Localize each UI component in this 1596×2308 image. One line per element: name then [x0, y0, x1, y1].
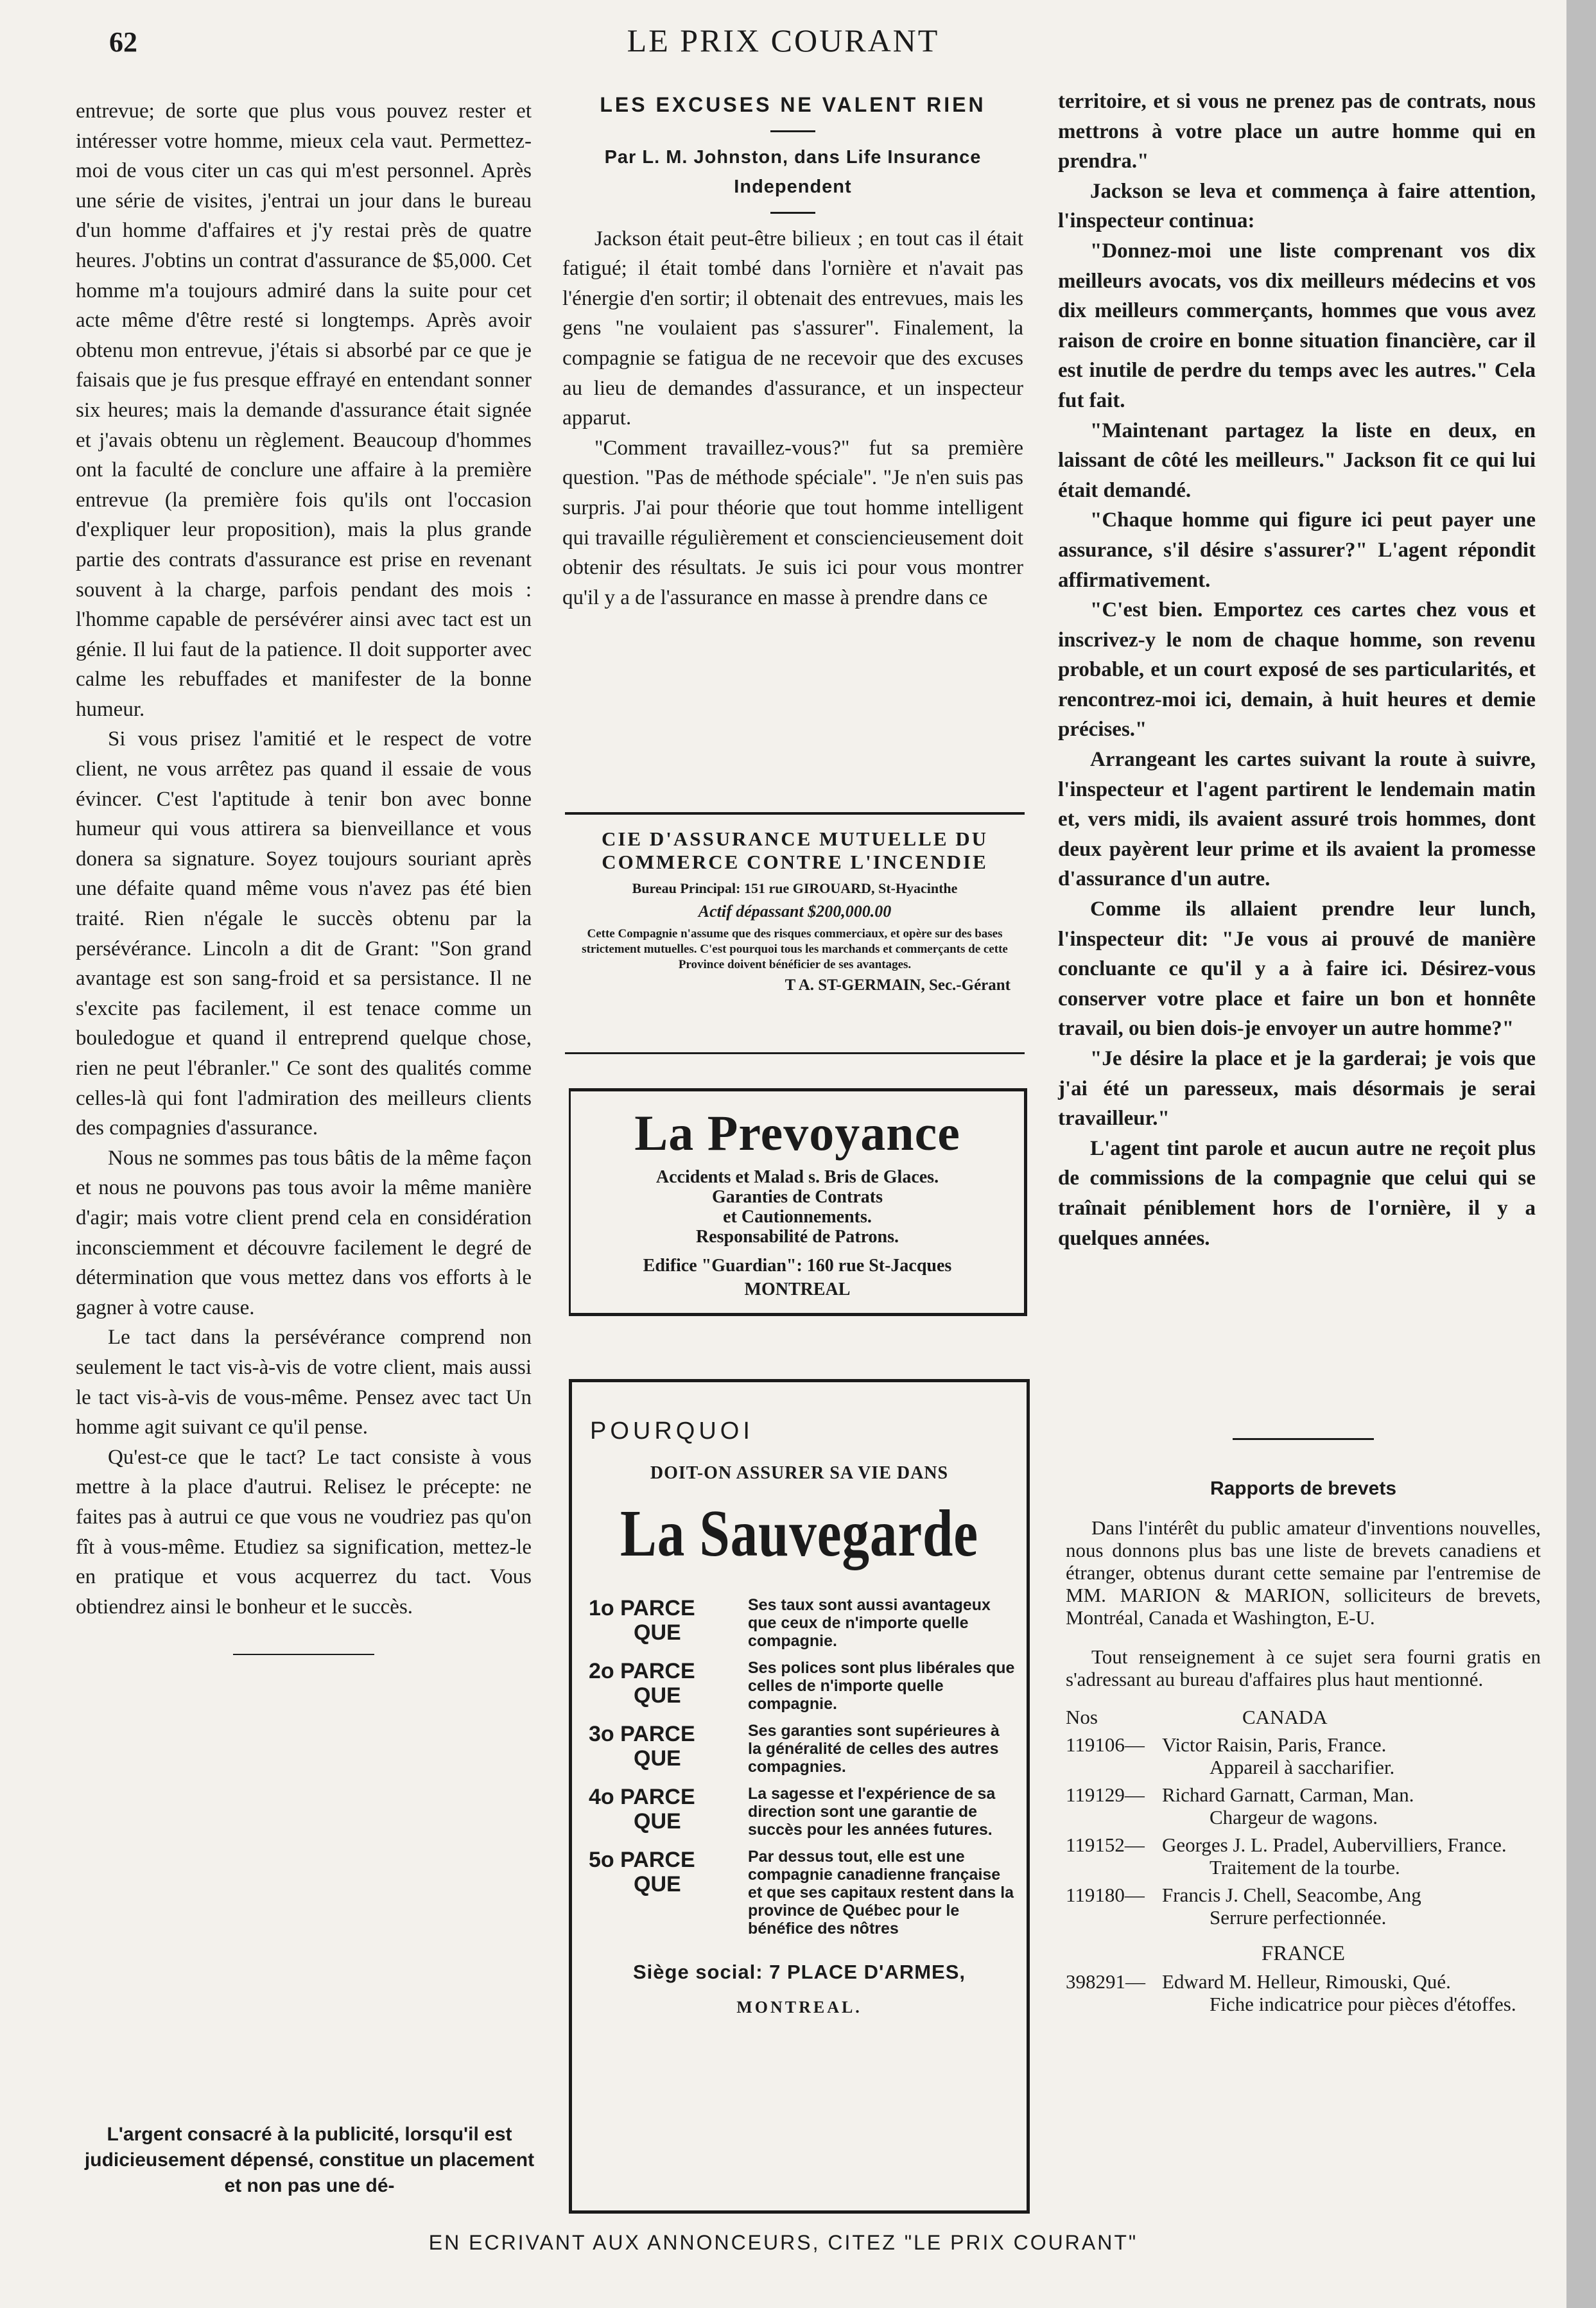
patent-entry: [1066, 1884, 1541, 1929]
paragraph: Qu'est-ce que le tact? Le tact consiste à vous mettre à la place d'autrui. Relisez le précepte: ne faites pas à autrui ce que vous ne voudriez pas qu'on fît à vous-même. Etudiez sa signification, mettez-le en pratique et vous acquerrez du tact. Vous obtiendrez ainsi le bonheur et le succès.: [76, 1445, 532, 1618]
reason-item: [589, 1722, 1027, 1776]
paragraph: L'agent tint parole et aucun autre ne reçoit plus de commissions de la compagnie que celui qui se traînait péniblement hors de l'ornière, il y a quelques années.: [1058, 1136, 1536, 1250]
reason-text: Par dessus tout, elle est une compagnie canadienne française et que ses capitaux restent dans la province de Québec pour le bénéfice des nôtres: [748, 1848, 1014, 1938]
patents-title: Rapports de brevets: [1210, 1478, 1397, 1499]
patent-number: 119129—: [1066, 1783, 1145, 1806]
reason-text: Ses garanties sont supérieures à la généralité de celles des autres compagnies.: [748, 1722, 1000, 1776]
ad-sauvegarde-siege: Siège social: 7 PLACE D'ARMES,: [633, 1961, 966, 1983]
patents-france-label: FRANCE: [1261, 1942, 1346, 1965]
reason-item: [589, 1596, 1027, 1650]
reason-item: [589, 1659, 1027, 1713]
article-title: LES EXCUSES NE VALENT RIEN: [600, 93, 986, 116]
ad-sauvegarde-pourquoi: POURQUOI: [590, 1418, 754, 1445]
patents-nos-label: Nos: [1066, 1706, 1098, 1728]
patent-entry: [1066, 1783, 1541, 1828]
divider: [233, 1654, 374, 1655]
ad-prevoyance-line4: Responsabilité de Patrons.: [695, 1227, 899, 1247]
paragraph: "Je désire la place et je la garderai; je vois que j'ai été un paresseux, mais désormais je serai travailleur.": [1058, 1047, 1536, 1131]
patent-description: Fiche indicatrice pour pièces d'étoffes.: [1210, 1993, 1516, 2015]
reason-que: QUE: [634, 1620, 681, 1645]
reason-text: Ses polices sont plus libérales que celles de n'importe quelle compagnie.: [748, 1659, 1015, 1713]
reason-number: 4o PARCE: [589, 1785, 695, 1809]
ad-mutuelle-text: Cette Compagnie n'assume que des risques commerciaux, et opère sur des bases strictement mutuelles. C'est pourquoi tous les marchands et commerçants de cette Province doivent bénéficier de ses avantages.: [582, 927, 1008, 971]
divider: [770, 212, 815, 214]
reason-text: Ses taux sont aussi avantageux que ceux de n'importe quelle compagnie.: [748, 1596, 991, 1650]
ad-sauvegarde-question: DOIT-ON ASSURER SA VIE DANS: [650, 1463, 949, 1483]
page-footer: EN ECRIVANT AUX ANNONCEURS, CITEZ "LE PRIX COURANT": [428, 2231, 1138, 2254]
ad-mutuelle-line1: CIE D'ASSURANCE MUTUELLE DU: [601, 828, 989, 850]
reason-item: [589, 1785, 1027, 1839]
patent-entry: [1066, 1733, 1541, 1778]
patent-holder: Richard Garnatt, Carman, Man.: [1162, 1783, 1414, 1806]
ad-prevoyance: [569, 1088, 1027, 1316]
ad-sauvegarde-city: MONTREAL.: [736, 1998, 862, 2017]
ad-prevoyance-line2: Garanties de Contrats: [712, 1187, 883, 1207]
reason-que: QUE: [634, 1809, 681, 1834]
patent-entry: [1066, 1970, 1541, 2015]
reason-number: 3o PARCE: [589, 1722, 695, 1746]
ad-prevoyance-city: MONTREAL: [744, 1280, 851, 1299]
scan-edge: [1566, 0, 1596, 2308]
reason-number: 5o PARCE: [589, 1848, 695, 1872]
paragraph: "Chaque homme qui figure ici peut payer une assurance, s'il désire s'assurer?" L'agent répondit affirmativement.: [1058, 508, 1536, 592]
divider: [1233, 1438, 1374, 1440]
paragraph: Le tact dans la persévérance comprend non seulement le tact vis-à-vis de votre client, mais aussi le tact vis-à-vis de vous-même. Pensez avec tact Un homme agit suivant ce qu'il pense.: [76, 1326, 532, 1439]
patents-canada-label: CANADA: [1242, 1706, 1328, 1728]
reason-number: 1o PARCE: [589, 1596, 695, 1620]
patents-intro: Dans l'intérêt du public amateur d'inventions nouvelles, nous donnons plus bas une liste de brevets canadiens et étranger, obtenus durant cette semaine par l'entremise de MM. MARION & MARION, solliciteurs de brevets, Montréal, Canada et Washington, E-U.: [1066, 1516, 1541, 1629]
patent-number: 119106—: [1066, 1733, 1145, 1756]
reason-que: QUE: [634, 1872, 681, 1896]
ad-mutuelle-line2: COMMERCE CONTRE L'INCENDIE: [602, 851, 988, 873]
patent-description: Traitement de la tourbe.: [1210, 1856, 1400, 1879]
reason-text: La sagesse et l'expérience de sa direction sont une garantie de succès pour les années futures.: [748, 1785, 996, 1839]
patent-holder: Edward M. Helleur, Rimouski, Qué.: [1162, 1970, 1451, 1993]
patent-holder: Francis J. Chell, Seacombe, Ang: [1162, 1884, 1421, 1906]
paragraph: Si vous prisez l'amitié et le respect de votre client, ne vous arrêtez pas quand il essaie de vous évincer. C'est l'aptitude à tenir bon avec bonne humeur qui vous attirera sa bienveillance et vous donera sa signature. Soyez toujours souriant après une défaite quand même vous n'avez pas été bien traité. Rien n'égale le succès obtenu par la persévérance. Lincoln a dit de Grant: "Son grand avantage est son sang-froid et sa persistance. Il ne s'excite pas facilement, il est tenace comme un bouledogue et quand il entreprend quelque chose, rien ne peut l'ébranler." Ce sont des qualités comme celles-là qui font l'admiration des meilleurs clients des compagnies d'assurance.: [76, 727, 532, 1140]
ad-sauvegarde: [569, 1379, 1030, 2214]
journal-title: LE PRIX COURANT: [627, 22, 940, 58]
column-right: [1058, 87, 1536, 1253]
patent-description: Chargeur de wagons.: [1210, 1806, 1378, 1828]
patent-number: 398291—: [1066, 1970, 1145, 1993]
patent-number: 119152—: [1066, 1834, 1145, 1856]
ad-sauvegarde-name: La Sauvegarde: [620, 1497, 978, 1570]
patent-holder: Victor Raisin, Paris, France.: [1162, 1733, 1387, 1756]
ad-mutuelle: [565, 812, 1025, 1054]
ad-mutuelle-office: Bureau Principal: 151 rue GIROUARD, St-Hyacinthe: [632, 880, 958, 896]
paragraph: Comme ils allaient prendre leur lunch, l'inspecteur dit: "Je vous ai prouvé de manière concluante ce qu'il y a à faire ici. Désirez-vous conserver votre place et faire un bon et honnête travail, ou bien dois-je envoyer un autre homme?": [1058, 898, 1536, 1041]
paragraph: Arrangeant les cartes suivant la route à suivre, l'inspecteur et l'agent partirent le lendemain matin et, vers midi, ils avaient assuré trois hommes, dont deux payèrent leur prime et ils avaient la promesse d'assurance d'un autre.: [1058, 748, 1536, 891]
ad-mutuelle-assets: Actif dépassant $200,000.00: [698, 902, 892, 921]
ad-prevoyance-name: La Prevoyance: [634, 1105, 960, 1161]
patent-description: Serrure perfectionnée.: [1210, 1906, 1387, 1929]
page-number: 62: [109, 26, 137, 58]
column-left: [76, 96, 532, 1655]
patent-description: Appareil à saccharifier.: [1210, 1756, 1395, 1778]
ad-prevoyance-address: Edifice "Guardian": 160 rue St-Jacques: [643, 1256, 952, 1276]
ad-prevoyance-line1: Accidents et Malad s. Bris de Glaces.: [655, 1167, 939, 1187]
patents-header: [1066, 1706, 1541, 1728]
reason-que: QUE: [634, 1746, 681, 1771]
patents-info: Tout renseignement à ce sujet sera fourni gratis en s'adressant au bureau d'affaires plus haut mentionné.: [1066, 1645, 1541, 1690]
paragraph: Nous ne sommes pas tous bâtis de la même façon et nous ne pouvons pas tous avoir la même manière d'agir; mais votre client prend cela en considération inconsciemment et découvre facilement le degré de détermination que vous mettez dans vos efforts à le gagner à votre cause.: [76, 1146, 532, 1319]
paragraph: "Donnez-moi une liste comprenant vos dix meilleurs avocats, vos dix meilleurs médecins et vos dix meilleurs commerçants, hommes que vous avez raison de croire en bonne situation financière, car il est inutile de perdre du temps avec les autres." Cela fut fait.: [1058, 239, 1536, 412]
paragraph: "C'est bien. Emportez ces cartes chez vous et inscrivez-y le nom de chaque homme, son revenu probable, et un court exposé de ses particularités, et rencontrez-moi ici, demain, à huit heures et demie précises.": [1058, 598, 1536, 742]
reason-item: [589, 1848, 1027, 1938]
patent-holder: Georges J. L. Pradel, Aubervilliers, France.: [1162, 1834, 1507, 1856]
ad-prevoyance-line3: et Cautionnements.: [723, 1207, 872, 1227]
paragraph: "Comment travaillez-vous?" fut sa première question. "Pas de méthode spéciale". "Je n'en suis pas surpris. J'ai pour théorie que tout homme intelligent qui travaille régulièrement et consciencieusement doit obtenir des résultats. Je suis ici pour vous montrer qu'il y a de l'assurance en masse à prendre dans ce: [562, 436, 1023, 609]
reason-number: 2o PARCE: [589, 1659, 695, 1683]
article-byline: Par L. M. Johnston, dans Life Insurance Independent: [604, 146, 982, 197]
divider: [770, 130, 815, 132]
paragraph: Jackson était peut-être bilieux ; en tout cas il était fatigué; il était tombé dans l'ornière et n'avait pas l'énergie d'en sortir; il obtenait des entrevues, mais les gens "ne voulaient pas s'assurer". Finalement, la compagnie se fatigua de ne recevoir que des excuses au lieu de demandes d'assurance, et un inspecteur apparut.: [562, 227, 1023, 430]
paragraph: territoire, et si vous ne prenez pas de contrats, nous mettrons à votre place un autre homme qui en prendra.": [1058, 90, 1536, 173]
patents-section: [1066, 1438, 1541, 2015]
reason-que: QUE: [634, 1683, 681, 1708]
ad-mutuelle-manager: T A. ST-GERMAIN, Sec.-Gérant: [785, 976, 1011, 994]
paragraph: entrevue; de sorte que plus vous pouvez rester et intéresser votre homme, mieux cela vaut. Permettez-moi de vous citer un cas qui m'est personnel. Après une série de visites, j'entrai un jour dans le bureau d'un homme d'affaires et j'y restai près de quatre heures. J'obtins un contrat d'assurance de $5,000. Cet homme m'a toujours admiré dans la suite pour cet acte même d'être resté si longtemps. Après avoir obtenu mon entrevue, j'étais si absorbé par ce que je faisais que je fus presque effrayé en entendant sonner six heures; mais la demande d'assurance était signée et j'avais obtenu un règlement. Beaucoup d'hommes ont la faculté de conclure une affaire à la première entrevue (la première fois qu'ils ont l'occasion d'expliquer leur proposition), mais la plus grande partie des contrats d'assurance est prise en revenant souvent à la charge, parfois pendant des mois : l'homme capable de persévérer ainsi avec tact est un génie. Il lui faut de la patience. Il doit supporter avec calme les rebuffades et manifester de la bonne humeur.: [76, 100, 532, 721]
patent-number: 119180—: [1066, 1884, 1145, 1906]
closing-quote: L'argent consacré à la publicité, lorsqu'il est judicieusement dépensé, constitue un placement et non pas une dé-: [84, 2124, 535, 2196]
patent-entry: [1066, 1834, 1541, 1879]
paragraph: "Maintenant partagez la liste en deux, en laissant de côté les meilleurs." Jackson fit ce qui lui était demandé.: [1058, 419, 1536, 502]
column-middle-article: [562, 90, 1023, 612]
paragraph: Jackson se leva et commença à faire attention, l'inspecteur continua:: [1058, 179, 1536, 233]
